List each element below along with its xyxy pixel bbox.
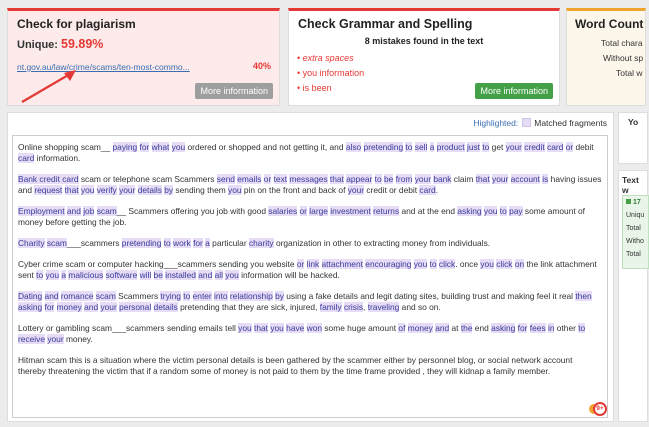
matched-fragment: Employment [18,206,65,216]
text-fragment: information. [34,153,81,163]
matched-fragment: verify [96,185,117,195]
matched-fragment: a [429,142,435,152]
matched-fragment: pretending [363,142,404,152]
matched-fragment: emails [237,174,262,184]
matched-fragment: returns [373,206,400,216]
matched-fragment: software [105,270,138,280]
text-paragraph [18,259,602,281]
unique-label: Unique: [17,39,58,51]
matched-fragment: or [565,142,574,152]
matched-fragment: click [496,259,513,269]
matched-fragment: Charity [18,238,45,248]
matched-fragment: paying [112,142,138,152]
grammar-card [288,8,560,106]
matched-fragment: your [119,185,136,195]
matched-fragment: scam [96,206,117,216]
matched-fragment: encouraging [365,259,412,269]
text-fragment: Lottery or gambling scam___scammers sending emails tell [18,323,239,333]
sidebar-panel-text [618,170,648,422]
matched-fragment: scam [95,291,116,301]
matched-fragment: is [542,174,549,184]
matched-fragment: relationship [229,291,273,301]
matched-fragment: asking [491,323,516,333]
matched-fragment: job [83,206,95,216]
matched-fragment: and [66,206,81,216]
matched-fragment: enter [192,291,212,301]
sidebar-panel-top: Yo [618,112,648,164]
matched-fragment: for [517,323,528,333]
matched-fragment: family [319,302,342,312]
matched-fragment: your [47,334,64,344]
error-count-badge[interactable]: 9+ [593,402,607,416]
matched-fragment: attachment [321,259,363,269]
matched-fragment: product [436,142,465,152]
matched-fragment: work [173,238,191,248]
matched-fragment: salaries [268,206,298,216]
text-fragment: some amount of money before getting the job. [18,206,585,227]
matched-fragment: asking [18,302,43,312]
matched-fragment: you [171,142,186,152]
total-characters-label: Total chara [601,38,643,48]
matched-fragment: to [183,291,191,301]
matched-fragment: your [100,302,117,312]
matched-fragment: pretending [121,238,162,248]
text-fragment: and at the end [399,206,458,216]
text-fragment: pretending that they are sick, injured, [177,302,320,312]
text-fragment: and so on. [399,302,441,312]
text-fragment: debit [573,142,594,152]
matched-fragment: will [139,270,152,280]
matched-fragment: and [198,270,213,280]
grammar-title: Check Grammar and Spelling [298,17,473,31]
matched-fragment: you [80,185,95,195]
text-fragment: using a fake details and legit dating sites, building trust and making feel it real [283,291,576,301]
matched-fragment: card [18,153,35,163]
text-fragment: Online shopping scam__ [18,142,113,152]
matched-fragment: charity [248,238,274,248]
mistake-item[interactable]: • extra spaces [297,53,354,63]
total-words-label: Total w [616,68,643,78]
matched-fragment: you [228,185,242,195]
matched-fragment: all [214,270,223,280]
text-paragraph [18,238,602,249]
matched-fragment: link [306,259,320,269]
matched-fragment: you [45,270,60,280]
matched-fragment: have [286,323,305,333]
matched-fragment: request [34,185,63,195]
matched-fragment: that [329,174,344,184]
stat-row: Uniqu [626,212,645,219]
matched-fragment: Bank credit card [18,174,79,184]
word-count-card [566,8,646,106]
matched-fragment: bank [433,174,452,184]
text-fragment: , [363,302,368,312]
matched-fragment: you [238,323,252,333]
matched-fragment: by [275,291,284,301]
matched-fragment: for [139,142,150,152]
matched-fragment: your [492,174,509,184]
text-fragment: some huge amount [322,323,399,333]
mistake-item[interactable]: • you information [297,68,365,78]
matched-fragment: for [193,238,203,248]
text-paragraph [18,291,602,313]
matched-fragment: you [483,206,498,216]
matched-fragment: card [419,185,436,195]
text-fragment: Hitman scam this is a situation where the victim personal details is been gathered by the scammer either by personnel blog, or social network account thereby threatening the victim that if a random some of money is not paid to them by the time frame provided , they will kidnap a family member. [18,355,573,376]
source-match-percent: 40% [252,61,271,71]
lock-icon [626,199,631,204]
matched-fragment: or [296,259,305,269]
grammar-more-info-button[interactable]: More information [475,83,553,99]
matched-fragment: you [480,259,494,269]
text-fragment: ___scammers [66,238,122,248]
matched-fragment: to [499,206,507,216]
text-fragment: Scammers [115,291,161,301]
matched-fragment: a [61,270,67,280]
matched-fragment: that [64,185,79,195]
text-fragment: organization in other to extracting money from individuals. [273,238,491,248]
mistake-item[interactable]: • is been [297,83,332,93]
matched-fragment: or [263,174,272,184]
matched-fragment: scam [46,238,67,248]
matched-fragment: crisis [343,302,364,312]
matched-fragment: to [578,323,586,333]
matched-fragment: from [395,174,413,184]
unique-score [8,31,279,51]
stat-header: 17 [633,199,641,206]
text-fragment: . once [455,259,481,269]
highlighted-label: Highlighted: [473,118,519,128]
matched-fragment: trying [160,291,181,301]
matched-fragment: asking [457,206,482,216]
matched-fragment: your [414,174,431,184]
matched-fragment: to [374,174,382,184]
matched-fragment: click [438,259,456,269]
matched-fragment: in [547,323,555,333]
text-fragment: Cyber crime scam or computer hacking___scammers sending you website [18,259,297,269]
word-count-title: Word Count [575,17,644,31]
matched-fragment: be [383,174,394,184]
matched-fragment: you [225,270,239,280]
matched-fragment: appear [346,174,373,184]
matched-fragment: then [575,291,592,301]
text-fragment: having issues and [18,174,602,195]
text-fragment: at [449,323,461,333]
matched-fragment: money [56,302,82,312]
matched-fragment: also [345,142,362,152]
text-fragment: scam or telephone scam Scammers [78,174,217,184]
matched-swatch [522,118,531,127]
matched-fragment: romance [60,291,94,301]
text-fragment: money. [63,334,93,344]
matched-fragment: just [466,142,480,152]
matched-fragment: of [398,323,406,333]
source-link[interactable]: nt.gov.au/law/crime/scams/ten-most-commo... [17,62,190,72]
matched-fragment: a [205,238,210,248]
matched-fragment: sell [414,142,428,152]
unique-percent: 59.89% [61,37,104,51]
matched-fragment: for [44,302,55,312]
matched-fragment: fees [529,323,546,333]
red-arrow-icon [18,68,78,104]
matched-fragment: into [214,291,228,301]
matched-fragment: won [306,323,323,333]
matched-fragment: account [510,174,540,184]
matched-fragment: card [547,142,564,152]
matched-fragment: by [164,185,174,195]
text-fragment: particular [209,238,249,248]
stat-row: Witho [626,238,644,245]
highlight-legend [8,113,613,134]
history-stat-card[interactable] [622,195,649,269]
matched-fragment: credit [524,142,545,152]
text-fragment: sending them [173,185,229,195]
text-paragraph [18,142,602,164]
sidebar-panel-title: Text w [622,175,639,195]
text-fragment: pin on the front and back of [241,185,348,195]
text-paragraph [18,355,602,377]
matched-fragment: to [163,238,171,248]
matched-fragment: what [151,142,170,152]
text-paragraph [18,206,602,228]
matched-fragment: receive [18,334,45,344]
matched-fragment: to [482,142,490,152]
matched-fragment: and [435,323,450,333]
results-summary [0,0,644,108]
text-fragment: other [554,323,579,333]
matched-fragment: that [254,323,268,333]
matched-fragment: be [153,270,163,280]
matched-fragment: your [505,142,522,152]
matched-fragment: money [407,323,433,333]
matched-fragment: traveling [367,302,400,312]
matched-fragment: personal [119,302,152,312]
plagiarism-title: Check for plagiarism [17,17,136,31]
matched-fragment: pay [509,206,523,216]
text-fragment: the link attachment sent [18,259,597,280]
text-fragment: . [435,185,439,195]
without-spaces-label: Without sp [603,53,644,63]
matched-fragment: that [475,174,490,184]
matched-fragment: text [273,174,288,184]
matched-fragment: or [299,206,307,216]
matched-fragments-label: Matched fragments [534,118,607,128]
matched-fragment: and [44,291,59,301]
matched-fragment: your [347,185,365,195]
matched-fragment: Dating [18,291,43,301]
text-fragment: end [472,323,492,333]
matched-fragment: to [429,259,437,269]
text-paragraph [18,174,602,196]
text-paragraph [18,323,602,345]
matched-fragment: messages [289,174,328,184]
stat-row: Total [626,251,641,258]
matched-fragment: you [270,323,284,333]
stat-row: Total [626,225,641,232]
matched-fragment: send [216,174,235,184]
text-fragment: get [489,142,506,152]
checked-text-area[interactable] [12,135,608,418]
matched-fragment: to [36,270,44,280]
matched-fragment: you [413,259,428,269]
text-fragment: credit or debit [364,185,420,195]
right-sidebar [618,112,648,422]
matched-fragment: and [84,302,99,312]
matched-fragment: installed [165,270,196,280]
text-fragment: __ Scammers offering you job with good [116,206,269,216]
matched-fragment: large [309,206,328,216]
plagiarism-more-info-button[interactable]: More information [195,83,273,99]
matched-fragment: malicious [68,270,104,280]
matched-fragment: the [460,323,473,333]
text-fragment: information will be hacked. [238,270,340,280]
text-panel [7,112,614,422]
matched-fragment: details [137,185,162,195]
matched-fragment: investment [330,206,371,216]
matched-fragment: details [153,302,178,312]
matched-fragment: to [405,142,413,152]
text-fragment: ordered or shopped and not getting it, and [185,142,346,152]
text-fragment: claim [451,174,476,184]
mistakes-count: 8 mistakes found in the text [364,36,484,46]
matched-fragment: on [514,259,525,269]
